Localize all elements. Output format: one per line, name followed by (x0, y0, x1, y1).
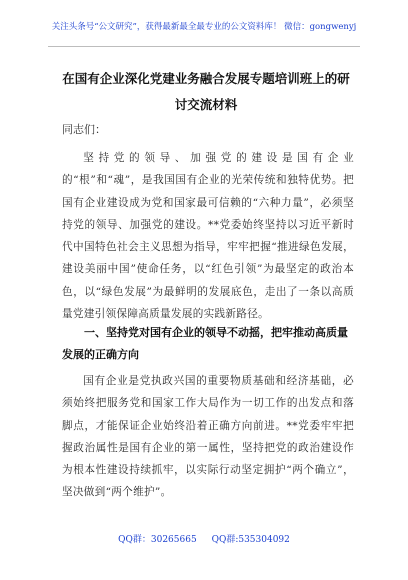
section-heading-1: 一、坚持党对国有企业的领导不动摇，把牢推动高质量发展的正确方向 (62, 326, 348, 361)
header-divider (48, 46, 360, 47)
document-title: 在国有企业深化党建业务融合发展专题培训班上的研讨交流材料 (62, 71, 350, 112)
header-banner: 关注头条号“公文研究”，获得最新最全最专业的公文资料库！ 微信：gongwenyj (51, 22, 357, 32)
footer (0, 532, 408, 545)
salutation: 同志们： (62, 123, 106, 136)
footer-qq-group-2: QQ群:535304092 (211, 535, 290, 545)
paragraph-section-1: 国有企业是党执政兴国的重要物质基础和经济基础，必须始终把服务党和国家工作大局作为一切工作的出发点和落脚点，才能保证企业始终沿着正确方向前进。**党委牢牢把握政治属性是国有企业的第一属性，坚持把党的政治建设作为根本性建设持续抓牢，以实际行动坚定拥护“两个确立”，坚决做到“两个维护”。 (62, 375, 354, 499)
paragraph-intro: 坚持党的领导、加强党的建设是国有企业的“根”和“魂”，是我国国有企业的光荣传统和独特优势。把国有企业建设成为党和国家最可信赖的“六种力量”，必须坚持党的领导、加强党的建设。**党委始终坚持以习近平新时代中国特色社会主义思想为指导，牢牢把握“推进绿色发展，建设美丽中国”使命任务，以“红色引领”为最坚定的政治本色，以“绿色发展”为最鲜明的发展底色，走出了一条以高质量党建引领保障高质量发展的实践新路径。 (62, 152, 354, 321)
footer-qq-group-1: QQ群：30265665 (118, 535, 197, 545)
